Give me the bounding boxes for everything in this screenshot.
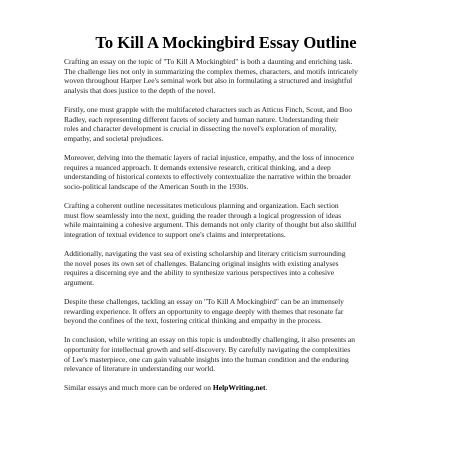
text-line: roles and character development is crucial in dissecting the novel's exploration of morality, [64, 124, 337, 134]
footer-note [64, 383, 394, 393]
paragraph [64, 201, 394, 240]
text-line: Crafting an essay on the topic of "To Kill A Mockingbird" is both a daunting and enriching task. [64, 57, 353, 66]
text-line: argument. [64, 278, 95, 288]
paragraph [64, 57, 394, 96]
document-title: To Kill A Mockingbird Essay Outline [95, 33, 357, 52]
text-line: of Lee's masterpiece, one can gain valuable insights into the human condition and the enduring [64, 354, 349, 364]
text-line: woven throughout Harper Lee's seminal work but also in formulating a structured and insightful [64, 76, 353, 86]
text-line: socio-political landscape of the American South in the 1930s. [64, 182, 249, 192]
text-line: empathy, and societal prejudices. [64, 134, 164, 144]
text-line: Crafting a coherent outline necessitates meticulous planning and organization. Each section [64, 201, 339, 210]
paragraph [64, 297, 394, 326]
text-line: Despite these challenges, tackling an essay on "To Kill A Mockingbird" can be an immensely [64, 297, 344, 306]
paragraph [64, 153, 394, 192]
text-line: requires a discerning eye and the ability to synthesize various perspectives into a cohesive [64, 268, 335, 278]
text-line: understanding of historical contexts to effectively contextualize the narrative within the broader [64, 172, 352, 182]
text-line: requires a nuanced approach. It demands extensive research, critical thinking, and a deep [64, 162, 331, 172]
text-line: analysis that does justice to the depth of the novel. [64, 86, 216, 96]
text-line: opportunity for intellectual growth and self-discovery. By carefully navigating the complexities [64, 345, 351, 354]
helpwriting-link[interactable]: HelpWriting.net [212, 383, 266, 393]
text-line: Radley, each representing different facets of society and human nature. Understanding their [64, 114, 339, 124]
paragraph [64, 335, 394, 374]
document-body [64, 57, 394, 402]
text-line: the novel poses its own set of challenges. Balancing original insights with existing analyses [64, 258, 339, 268]
text-line: The challenge lies not only in summarizing the complex themes, characters, and motifs intricately [64, 66, 358, 76]
paragraph [64, 105, 394, 144]
footer-prefix: Similar essays and much more can be ordered on [64, 383, 213, 393]
text-line: beyond the confines of the text, fostering critical thinking and empathy in the process. [64, 316, 323, 326]
text-line [64, 383, 394, 393]
text-line: relevance of literature in understanding our world. [64, 364, 215, 374]
text-line: Additionally, navigating the vast sea of existing scholarship and literary criticism surrounding [64, 249, 346, 258]
footer-suffix: . [265, 383, 268, 393]
text-line: Moreover, delving into the thematic layers of racial injustice, empathy, and the loss of innocence [64, 153, 355, 162]
text-line: while maintaining a cohesive argument. This demands not only clarity of thought but also skillful [64, 220, 357, 230]
text-line: integration of textual evidence to support one's claims and interpretations. [64, 230, 286, 240]
text-line: Firstly, one must grapple with the multifaceted characters such as Atticus Finch, Scout, and Boo [64, 105, 352, 114]
paragraph [64, 249, 394, 288]
text-line: In conclusion, while writing an essay on this topic is undoubtedly challenging, it also presents an [64, 335, 355, 345]
text-line: must flow seamlessly into the next, guiding the reader through a logical progression of ideas [64, 210, 342, 220]
text-line: rewarding experience. It offers an opportunity to engage deeply with themes that resonate far [64, 306, 344, 316]
